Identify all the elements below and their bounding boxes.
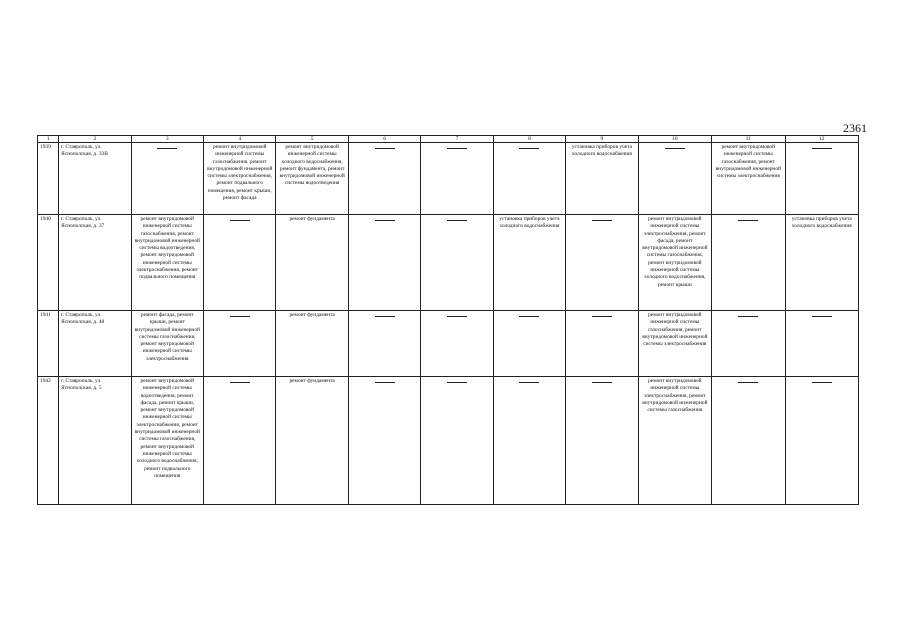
empty-cell xyxy=(785,377,859,505)
work-type-cell: ремонт внутридомовой инженерной системы электроснабжения, ремонт фасада, ремонт внутридомовой инженерной системы газоснабжения, ремонт внутридомовой инженерной системы холодного водоснабжения, ремонт крыши xyxy=(638,215,711,311)
dash-mark xyxy=(738,316,758,317)
work-type-cell: ремонт фундамента xyxy=(276,215,348,311)
empty-cell xyxy=(131,143,203,215)
work-type-cell: ремонт внутридомовой инженерной системы водоотведения, ремонт фасада, ремонт крыши, ремонт внутридомовой инженерной системы электроснабжения, ремонт внутридомовой инженерной системы газоснабжения, ремонт внутридомовой инженерной системы холодного водоснабжения, ремонт подвального помещения xyxy=(131,377,203,505)
column-number-row xyxy=(38,136,859,143)
empty-cell xyxy=(566,377,638,505)
dash-mark xyxy=(447,220,467,221)
dash-mark xyxy=(375,316,395,317)
column-header: 1 xyxy=(38,136,59,143)
empty-cell xyxy=(638,143,711,215)
column-header: 3 xyxy=(131,136,203,143)
dash-mark xyxy=(519,316,539,317)
dash-mark xyxy=(519,148,539,149)
dash-mark xyxy=(375,220,395,221)
empty-cell xyxy=(493,311,565,377)
repair-schedule-table xyxy=(37,135,859,505)
dash-mark xyxy=(230,220,250,221)
row-number: 1942 xyxy=(38,377,59,505)
dash-mark xyxy=(812,382,832,383)
work-type-cell: установка приборов учета холодного водоснабжения xyxy=(493,215,565,311)
work-type-cell: ремонт внутридомовой инженерной системы газоснабжения, ремонт внутридомовой инженерной системы водоотведения, ремонт внутридомовой инженерной системы электроснабжения, ремонт подвального помещения xyxy=(131,215,203,311)
dash-mark xyxy=(812,148,832,149)
empty-cell xyxy=(712,377,785,505)
empty-cell xyxy=(204,377,276,505)
column-header: 2 xyxy=(59,136,131,143)
table-row xyxy=(38,215,859,311)
column-header: 6 xyxy=(348,136,420,143)
work-type-cell: ремонт внутридомовой инженерной системы газоснабжения, ремонт внутридомовой инженерной системы электроснабжения, ремонт подвального помещения, ремонт крыши, ремонт фасада xyxy=(204,143,276,215)
column-header: 5 xyxy=(276,136,348,143)
column-header: 12 xyxy=(785,136,859,143)
dash-mark xyxy=(519,382,539,383)
table-row xyxy=(38,143,859,215)
work-type-cell: установка приборов учета холодного водоснабжения xyxy=(566,143,638,215)
work-type-cell: ремонт внутридомовой инженерной системы газоснабжения, ремонт внутридомовой инженерной системы электроснабжения xyxy=(712,143,785,215)
dash-mark xyxy=(447,382,467,383)
column-header: 10 xyxy=(638,136,711,143)
column-header: 7 xyxy=(421,136,493,143)
work-type-cell: ремонт внутридомовой инженерной системы электроснабжения, ремонт внутридомовой инженерной системы газоснабжения xyxy=(638,377,711,505)
row-number: 1941 xyxy=(38,311,59,377)
work-type-cell: ремонт фасада, ремонт крыши, ремонт внутридомовой инженерной системы газоснабжения, ремонт внутридомовой инженерной системы электроснабжения xyxy=(131,311,203,377)
dash-mark xyxy=(738,382,758,383)
empty-cell xyxy=(421,377,493,505)
dash-mark xyxy=(375,382,395,383)
row-number: 1939 xyxy=(38,143,59,215)
empty-cell xyxy=(348,377,420,505)
dash-mark xyxy=(447,316,467,317)
dash-mark xyxy=(665,148,685,149)
row-number: 1940 xyxy=(38,215,59,311)
table-row xyxy=(38,377,859,505)
empty-cell xyxy=(493,377,565,505)
dash-mark xyxy=(157,148,177,149)
dash-mark xyxy=(592,220,612,221)
table-body xyxy=(38,143,859,505)
dash-mark xyxy=(592,316,612,317)
empty-cell xyxy=(566,311,638,377)
column-header: 8 xyxy=(493,136,565,143)
column-header: 4 xyxy=(204,136,276,143)
empty-cell xyxy=(421,143,493,215)
empty-cell xyxy=(493,143,565,215)
empty-cell xyxy=(204,215,276,311)
empty-cell xyxy=(566,215,638,311)
column-header: 11 xyxy=(712,136,785,143)
dash-mark xyxy=(375,148,395,149)
empty-cell xyxy=(712,215,785,311)
page-number: 2361 xyxy=(843,121,867,135)
work-type-cell: ремонт внутридомовой инженерной системы холодного водоснабжения, ремонт фундамента, ремонт внутридомовой инженерной системы водоотведения xyxy=(276,143,348,215)
empty-cell xyxy=(421,215,493,311)
work-type-cell: установка приборов учета холодного водоснабжения xyxy=(785,215,859,311)
empty-cell xyxy=(785,143,859,215)
dash-mark xyxy=(738,220,758,221)
dash-mark xyxy=(447,148,467,149)
empty-cell xyxy=(785,311,859,377)
empty-cell xyxy=(348,215,420,311)
column-header: 9 xyxy=(566,136,638,143)
address-cell: г. Ставрополь, ул. Яснополская, д. 48 xyxy=(59,311,131,377)
work-type-cell: ремонт фундамента xyxy=(276,377,348,505)
dash-mark xyxy=(592,382,612,383)
empty-cell xyxy=(348,311,420,377)
dash-mark xyxy=(230,316,250,317)
work-type-cell: ремонт внутридомовой инженерной системы газоснабжения, ремонт внутридомовой инженерной системы электроснабжения xyxy=(638,311,711,377)
empty-cell xyxy=(348,143,420,215)
dash-mark xyxy=(812,316,832,317)
empty-cell xyxy=(204,311,276,377)
empty-cell xyxy=(421,311,493,377)
empty-cell xyxy=(712,311,785,377)
table-row xyxy=(38,311,859,377)
address-cell: г. Ставрополь, ул. Яснополская, д. 5 xyxy=(59,377,131,505)
work-type-cell: ремонт фундамента xyxy=(276,311,348,377)
dash-mark xyxy=(230,382,250,383)
address-cell: г. Ставрополь, ул. Яснополская, д. 37 xyxy=(59,215,131,311)
address-cell: г. Ставрополь, ул. Яснополская, д. 33В xyxy=(59,143,131,215)
